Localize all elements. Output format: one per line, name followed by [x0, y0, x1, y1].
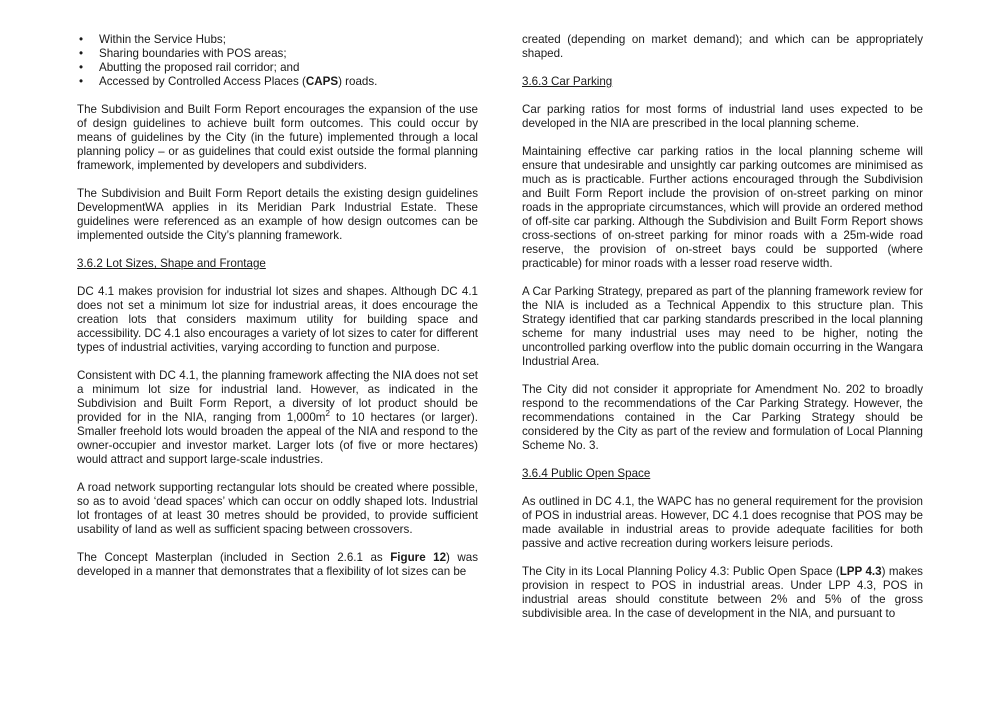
paragraph-amendment-202: The City did not consider it appropriate for Amendment No. 202 to broadly respond to the recommendations of the Car Parking Strategy. However, the recommendations contained in the Car Parking Strategy should be considered by the City as part of the review and formulation of Local Planning Scheme No. 3.	[522, 383, 923, 452]
paragraph-pos-requirement: As outlined in DC 4.1, the WAPC has no general requirement for the provision of POS in industrial areas. However, DC 4.1 does recognise that POS may be made available in industrial areas to provide adequate facilities for both passive and active recreation during workers leisure periods.	[522, 495, 923, 550]
left-column	[77, 33, 478, 593]
paragraph-lpp43: The City in its Local Planning Policy 4.3: Public Open Space (LPP 4.3) makes provision in respect to POS in industrial areas. Under LPP 4.3, POS in industrial areas should constitute between 2% and 5% of the gross subdivisible area. In the case of development in the NIA, and pursuant to	[522, 565, 923, 620]
section-heading-3-6-4: 3.6.4 Public Open Space	[522, 467, 651, 480]
bullet-icon: •	[79, 47, 84, 60]
paragraph-effective-car-parking: Maintaining effective car parking ratios in the local planning scheme will ensure that undesirable and unsightly car parking outcomes are minimised as much as is practicable. Further actions encouraged through the Subdivision and Built Form Report include the provision of on-street parking on minor roads in the appropriate circumstances, which will provide an ordered method of off-site car parking. Although the Subdivision and Built Form Report shows cross-sections of on-street parking for minor roads with a 25m-wide road reserve, the provision of on-street bays could be supported (where practicable) for minor roads with a lesser road reserve width.	[522, 145, 923, 270]
section-heading-3-6-2: 3.6.2 Lot Sizes, Shape and Frontage	[77, 257, 266, 270]
paragraph-continuation: created (depending on market demand); and which can be appropriately shaped.	[522, 33, 923, 60]
paragraph-meridian-park: The Subdivision and Built Form Report details the existing design guidelines DevelopmentWA applies in its Meridian Park Industrial Estate. These guidelines were referenced as an example of how design outcomes can be implemented outside the City’s planning framework.	[77, 187, 478, 242]
list-item: • Within the Service Hubs;	[79, 33, 226, 46]
paragraph-concept-masterplan: The Concept Masterplan (included in Section 2.6.1 as Figure 12) was developed in a manner that demonstrates that a flexibility of lot sizes can be	[77, 551, 478, 578]
paragraph-design-guidelines: The Subdivision and Built Form Report encourages the expansion of the use of design guidelines to achieve built form outcomes. This could occur by means of guidelines by the City (in the future) implemented through a local planning policy – or as guidelines that could exist outside the formal planning framework, implemented by developers and subdividers.	[77, 103, 478, 172]
paragraph-car-parking-ratios: Car parking ratios for most forms of industrial land uses expected to be developed in the NIA are prescribed in the local planning scheme.	[522, 103, 923, 130]
bullet-list	[77, 33, 478, 89]
paragraph-car-parking-strategy: A Car Parking Strategy, prepared as part of the planning framework review for the NIA is included as a Technical Appendix to this structure plan. This Strategy identified that car parking standards prescribed in the local planning scheme for many industrial uses may need to be higher, noting the uncontrolled parking overflow into the public domain occurring in the Wangara Industrial Area.	[522, 285, 923, 368]
paragraph-road-network: A road network supporting rectangular lots should be created where possible, so as to avoid ‘dead spaces’ which can occur on oddly shaped lots. Industrial lot frontages of at least 30 metres should be provided, to provide sufficient usability of land as well as sufficient spacing between crossovers.	[77, 481, 478, 536]
list-item: • Accessed by Controlled Access Places (CAPS) roads.	[79, 75, 378, 88]
paragraph-minimum-lot-size: Consistent with DC 4.1, the planning framework affecting the NIA does not set a minimum lot size for industrial land. However, as indicated in the Subdivision and Built Form Report, a diversity of lot product should be provided for in the NIA, ranging from $1,000m^2$ to 10 hectares (or larger). Smaller freehold lots would broaden the appeal of the NIA and respond to the owner-occupier and investor market. Larger lots (of five or more hectares) would attract and support large-scale industries.	[77, 369, 478, 466]
list-item: • Abutting the proposed rail corridor; and	[79, 61, 300, 74]
right-column	[522, 33, 923, 635]
bullet-icon: •	[79, 75, 84, 88]
bullet-icon: •	[79, 33, 84, 46]
paragraph-dc41-lot-sizes: DC 4.1 makes provision for industrial lot sizes and shapes. Although DC 4.1 does not set a minimum lot size for industrial areas, it does encourage the creation lots that considers maximum utility for building space and accessibility. DC 4.1 also encourages a variety of lot sizes to cater for different types of industrial activities, varying according to function and purpose.	[77, 285, 478, 354]
section-heading-3-6-3: 3.6.3 Car Parking	[522, 75, 613, 88]
list-item: • Sharing boundaries with POS areas;	[79, 47, 287, 60]
bullet-icon: •	[79, 61, 84, 74]
